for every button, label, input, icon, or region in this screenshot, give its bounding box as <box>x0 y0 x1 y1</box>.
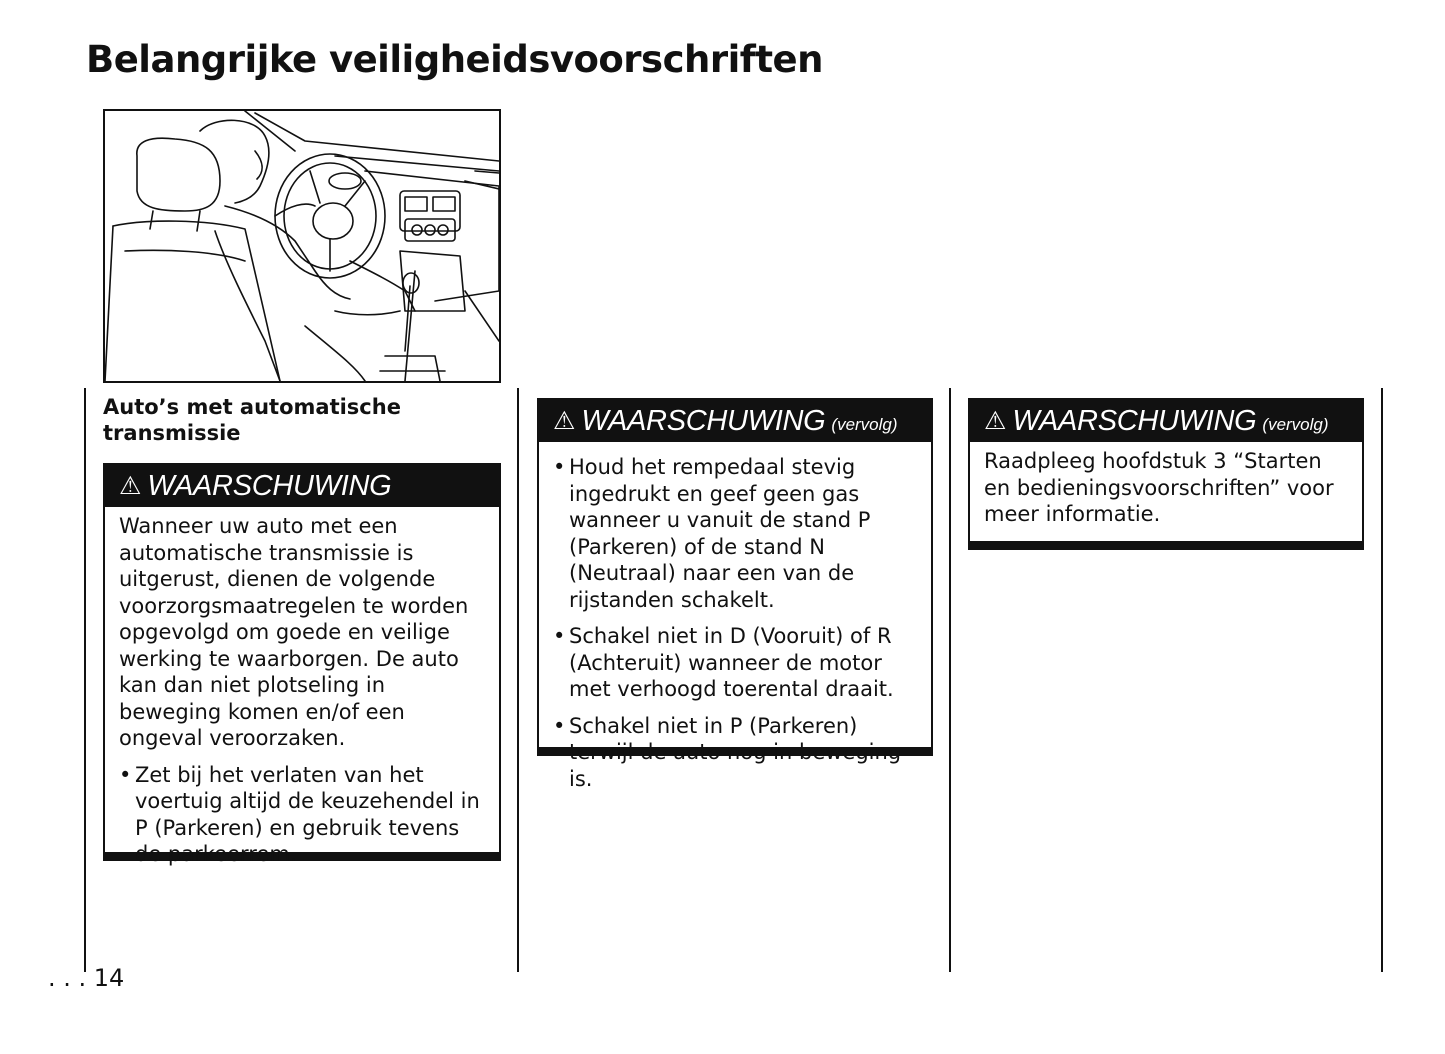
warning-header <box>539 400 931 442</box>
warning-body <box>970 442 1362 536</box>
column-divider-middle-left <box>517 388 519 972</box>
warning-continued-label: (vervolg) <box>831 415 898 434</box>
page-title: Belangrijke veiligheidsvoorschriften <box>86 38 823 81</box>
warning-triangle-icon: ⚠ <box>984 407 1007 435</box>
column-divider-middle-right <box>949 388 951 972</box>
column-divider-right <box>1381 388 1383 972</box>
column-divider-left <box>84 388 86 972</box>
warning-bullet: • Schakel niet in D (Vooruit) of R (Achteruit) wanneer de motor met verhoogd toerental draait. <box>553 623 917 703</box>
warning-intro-text: Wanneer uw auto met een automatische transmissie is uitgerust, dienen de volgende voorzorgsmaatregelen te worden opgevolgd om goede en veilige werking te waarborgen. De auto kan dan niet plotseling in beweging komen en/of een ongeval veroorzaken. <box>119 514 469 750</box>
warning-title: WAARSCHUWING <box>1012 404 1257 437</box>
warning-header <box>105 465 499 507</box>
warning-body <box>539 442 931 800</box>
warning-box-continued <box>968 398 1364 550</box>
warning-box-continued <box>537 398 933 791</box>
warning-box <box>103 463 501 866</box>
warning-title: WAARSCHUWING <box>581 404 826 437</box>
warning-text: Raadpleeg hoofdstuk 3 “Starten en bedieningsvoorschriften” voor meer informatie. <box>984 449 1334 526</box>
warning-bullet-list <box>553 454 917 792</box>
warning-bullet: • Schakel niet in P (Parkeren) terwijl de auto nog in beweging is. <box>553 713 917 793</box>
warning-header <box>970 400 1362 442</box>
page-number: . . . 14 <box>48 964 125 992</box>
warning-continued-label: (vervolg) <box>1262 415 1329 434</box>
warning-bullet-list <box>119 762 485 868</box>
warning-triangle-icon: ⚠ <box>553 407 576 435</box>
section-subheading: Auto’s met automatische transmissie <box>103 395 401 445</box>
warning-triangle-icon: ⚠ <box>119 472 142 500</box>
warning-bullet: • Zet bij het verlaten van het voertuig altijd de keuzehendel in P (Parkeren) en gebruik tevens de parkeerrem. <box>119 762 485 868</box>
warning-title: WAARSCHUWING <box>147 469 392 502</box>
driver-shifting-gear-illustration <box>103 109 501 383</box>
warning-bullet: • Houd het rempedaal stevig ingedrukt en geef geen gas wanneer u vanuit de stand P (Parkeren) of de stand N (Neutraal) naar een van de rijstanden schakelt. <box>553 454 917 613</box>
warning-body <box>105 507 499 876</box>
